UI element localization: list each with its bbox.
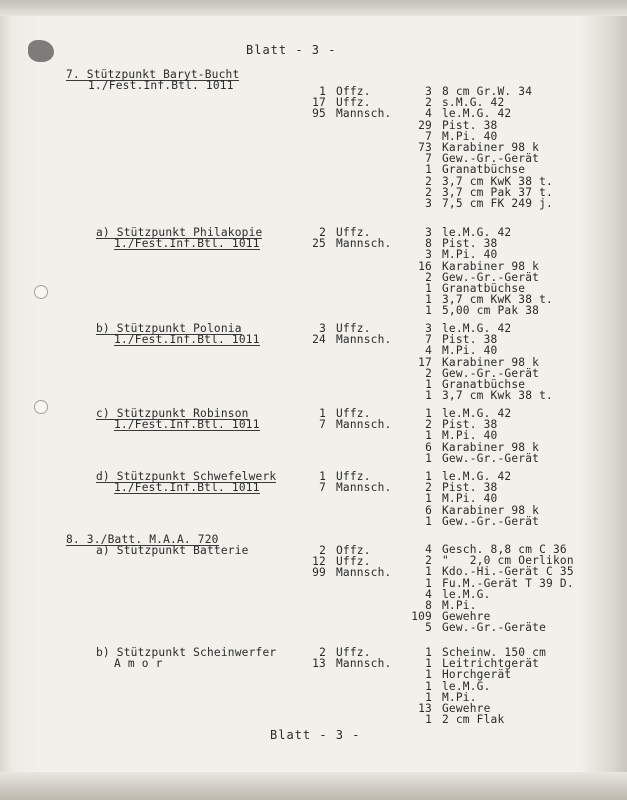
equipment-item: Karabiner 98 k: [442, 503, 540, 517]
equipment-item: Karabiner 98 k: [442, 259, 540, 273]
section-subtitle: 1./Fest.Inf.Btl. 1011: [114, 237, 260, 251]
equipment-item: Gew.-Gr.-Gerät: [442, 514, 540, 528]
personnel-count: 99: [312, 566, 326, 580]
equipment-count: 1: [425, 293, 432, 307]
section-title: 8. 3./Batt. M.A.A. 720: [66, 533, 219, 546]
equipment-count: 6: [425, 440, 432, 454]
equipment-item: Gew.-Gr.-Gerät: [442, 451, 540, 465]
equipment-count: 109: [411, 610, 432, 624]
equipment-item: Scheinw. 150 cm: [442, 646, 547, 659]
equipment-count: 1: [425, 407, 432, 420]
equipment-count: 2: [425, 174, 432, 188]
equipment-count: 2: [425, 270, 432, 284]
equipment-item: Granatbüchse: [442, 378, 526, 391]
personnel-count: 17: [312, 96, 326, 110]
personnel-count: 3: [319, 322, 326, 335]
equipment-count: 1: [425, 378, 432, 391]
equipment-count: 13: [418, 702, 432, 715]
section-subtitle: 1./Fest.Inf.Btl. 1011: [114, 333, 260, 347]
personnel-rank: Mannsch.: [336, 107, 392, 121]
equipment-item: Fu.M.-Gerät T 39 D.: [442, 576, 574, 590]
equipment-item: Gesch. 8,8 cm C 36: [442, 543, 567, 556]
equipment-item: Pist. 38: [442, 333, 498, 347]
equipment-count: 16: [418, 259, 432, 273]
equipment-count: 4: [425, 344, 432, 358]
equipment-item: 3,7 cm KwK 38 t.: [442, 293, 553, 307]
equipment-item: Gew.-Gr.-Gerät: [442, 270, 540, 284]
section-title: d) Stützpunkt Schwefelwerk: [96, 470, 277, 483]
equipment-count: 1: [425, 429, 432, 443]
section-subtitle: A m o r: [114, 657, 163, 671]
equipment-count: 1: [425, 657, 432, 671]
personnel-rank: Uffz.: [336, 555, 371, 569]
equipment-item: Pist. 38: [442, 418, 498, 432]
personnel-count: 1: [319, 85, 326, 98]
equipment-count: 1: [425, 690, 432, 704]
equipment-count: 1: [425, 163, 432, 177]
personnel-rank: Mannsch.: [336, 481, 392, 495]
equipment-item: Gew.-Gr.-Gerät: [442, 152, 540, 166]
personnel-count: 7: [319, 481, 326, 495]
equipment-count: 3: [425, 85, 432, 98]
equipment-count: 17: [418, 355, 432, 369]
equipment-count: 3: [425, 197, 432, 210]
equipment-count: 6: [425, 503, 432, 517]
equipment-item: Karabiner 98 k: [442, 141, 540, 154]
equipment-count: 1: [425, 565, 432, 579]
equipment-count: 1: [425, 576, 432, 590]
equipment-item: M.Pi. 40: [442, 492, 498, 506]
equipment-item: " 2,0 cm Oerlikon: [442, 554, 574, 568]
personnel-count: 24: [312, 333, 326, 347]
page-header: Blatt - 3 -: [246, 43, 337, 57]
equipment-item: Pist. 38: [442, 118, 498, 132]
personnel-rank: Uffz.: [336, 96, 371, 110]
equipment-item: Gewehre: [442, 610, 491, 624]
equipment-count: 3: [425, 226, 432, 239]
equipment-count: 1: [425, 282, 432, 295]
punch-hole-bottom: [34, 400, 48, 414]
equipment-count: 1: [425, 668, 432, 682]
equipment-count: 4: [425, 107, 432, 121]
personnel-count: 25: [312, 237, 326, 251]
equipment-item: M.Pi. 40: [442, 129, 498, 143]
equipment-count: 8: [425, 599, 432, 612]
section-subtitle: 1./Fest.Inf.Btl. 1011: [88, 79, 234, 93]
personnel-rank: Mannsch.: [336, 657, 392, 671]
section-title: a) Stützpunkt Philakopie: [96, 226, 263, 239]
equipment-count: 4: [425, 587, 432, 601]
equipment-count: 1: [425, 451, 432, 465]
section-subtitle: a) Stützpunkt Batterie: [96, 544, 249, 558]
equipment-item: Gewehre: [442, 702, 491, 715]
equipment-item: Pist. 38: [442, 481, 498, 495]
equipment-item: Gew.-Gr.-Gerät: [442, 366, 540, 380]
personnel-count: 95: [312, 107, 326, 121]
equipment-count: 2: [425, 554, 432, 568]
paper-top-edge: [0, 0, 627, 16]
equipment-item: M.Pi.: [442, 690, 477, 704]
equipment-count: 2: [425, 366, 432, 380]
equipment-item: le.M.G.: [442, 587, 491, 601]
section-title: b) Stützpunkt Scheinwerfer: [96, 646, 277, 659]
personnel-count: 7: [319, 418, 326, 432]
section-subtitle: 1./Fest.Inf.Btl. 1011: [114, 481, 260, 495]
personnel-rank: Uffz.: [336, 322, 371, 335]
equipment-item: le.M.G. 42: [442, 226, 512, 239]
personnel-rank: Offz.: [336, 85, 371, 98]
equipment-count: 1: [425, 470, 432, 483]
equipment-item: le.M.G. 42: [442, 107, 512, 121]
personnel-rank: Uffz.: [336, 470, 371, 483]
equipment-item: 3,7 cm Pak 37 t.: [442, 185, 553, 199]
equipment-item: 5,00 cm Pak 38: [442, 304, 540, 318]
equipment-count: 1: [425, 492, 432, 506]
equipment-item: M.Pi. 40: [442, 344, 498, 358]
equipment-count: 2: [425, 418, 432, 432]
equipment-count: 29: [418, 118, 432, 132]
equipment-count: 1: [425, 679, 432, 693]
personnel-rank: Offz.: [336, 544, 371, 557]
section-title: c) Stützpunkt Robinson: [96, 407, 249, 420]
page-footer: Blatt - 3 -: [270, 728, 361, 742]
equipment-count: 2: [425, 481, 432, 495]
personnel-count: 2: [319, 226, 326, 239]
equipment-count: 5: [425, 621, 432, 635]
equipment-item: Gew.-Gr.-Geräte: [442, 621, 547, 635]
equipment-count: 1: [425, 514, 432, 528]
equipment-count: 8: [425, 237, 432, 251]
equipment-item: 7,5 cm FK 249 j.: [442, 197, 553, 210]
equipment-item: s.M.G. 42: [442, 96, 505, 110]
equipment-item: Granatbüchse: [442, 163, 526, 177]
section-title: 7. Stützpunkt Baryt-Bucht: [66, 68, 240, 81]
equipment-count: 3: [425, 322, 432, 335]
equipment-item: le.M.G. 42: [442, 470, 512, 483]
punch-hole-top: [34, 285, 48, 299]
equipment-item: Horchgerät: [442, 668, 512, 682]
equipment-item: 3,7 cm Kwk 38 t.: [442, 389, 553, 403]
personnel-count: 2: [319, 646, 326, 659]
section-subtitle: 1./Fest.Inf.Btl. 1011: [114, 418, 260, 432]
equipment-item: Karabiner 98 k: [442, 440, 540, 454]
equipment-item: le.M.G. 42: [442, 407, 512, 420]
equipment-item: Leitrichtgerät: [442, 657, 540, 671]
equipment-item: le.M.G. 42: [442, 322, 512, 335]
equipment-item: 3,7 cm KwK 38 t.: [442, 174, 553, 188]
equipment-item: Karabiner 98 k: [442, 355, 540, 369]
equipment-count: 7: [425, 129, 432, 143]
personnel-rank: Mannsch.: [336, 418, 392, 432]
equipment-item: 8 cm Gr.W. 34: [442, 85, 533, 98]
equipment-item: Pist. 38: [442, 237, 498, 251]
equipment-item: M.Pi.: [442, 599, 477, 612]
equipment-count: 7: [425, 333, 432, 347]
personnel-count: 1: [319, 470, 326, 483]
personnel-count: 1: [319, 407, 326, 420]
equipment-count: 1: [425, 713, 432, 727]
equipment-count: 7: [425, 152, 432, 166]
paper-bottom-edge: [0, 772, 627, 800]
equipment-count: 73: [418, 141, 432, 154]
equipment-count: 4: [425, 543, 432, 556]
personnel-count: 12: [312, 555, 326, 569]
equipment-count: 2: [425, 185, 432, 199]
personnel-rank: Mannsch.: [336, 237, 392, 251]
personnel-count: 13: [312, 657, 326, 671]
personnel-rank: Uffz.: [336, 646, 371, 659]
equipment-count: 1: [425, 646, 432, 659]
equipment-item: le.M.G.: [442, 679, 491, 693]
equipment-item: M.Pi. 40: [442, 429, 498, 443]
personnel-rank: Uffz.: [336, 407, 371, 420]
personnel-rank: Mannsch.: [336, 333, 392, 347]
equipment-item: M.Pi. 40: [442, 248, 498, 262]
equipment-count: 1: [425, 389, 432, 403]
equipment-item: 2 cm Flak: [442, 713, 505, 727]
personnel-count: 2: [319, 544, 326, 557]
equipment-count: 3: [425, 248, 432, 262]
equipment-item: Kdo.-Hi.-Gerät C 35: [442, 565, 574, 579]
equipment-count: 2: [425, 96, 432, 110]
ink-blot: [28, 40, 54, 62]
personnel-rank: Mannsch.: [336, 566, 392, 580]
section-title: b) Stützpunkt Polonia: [96, 322, 242, 335]
personnel-rank: Uffz.: [336, 226, 371, 239]
equipment-count: 1: [425, 304, 432, 318]
equipment-item: Granatbüchse: [442, 282, 526, 295]
